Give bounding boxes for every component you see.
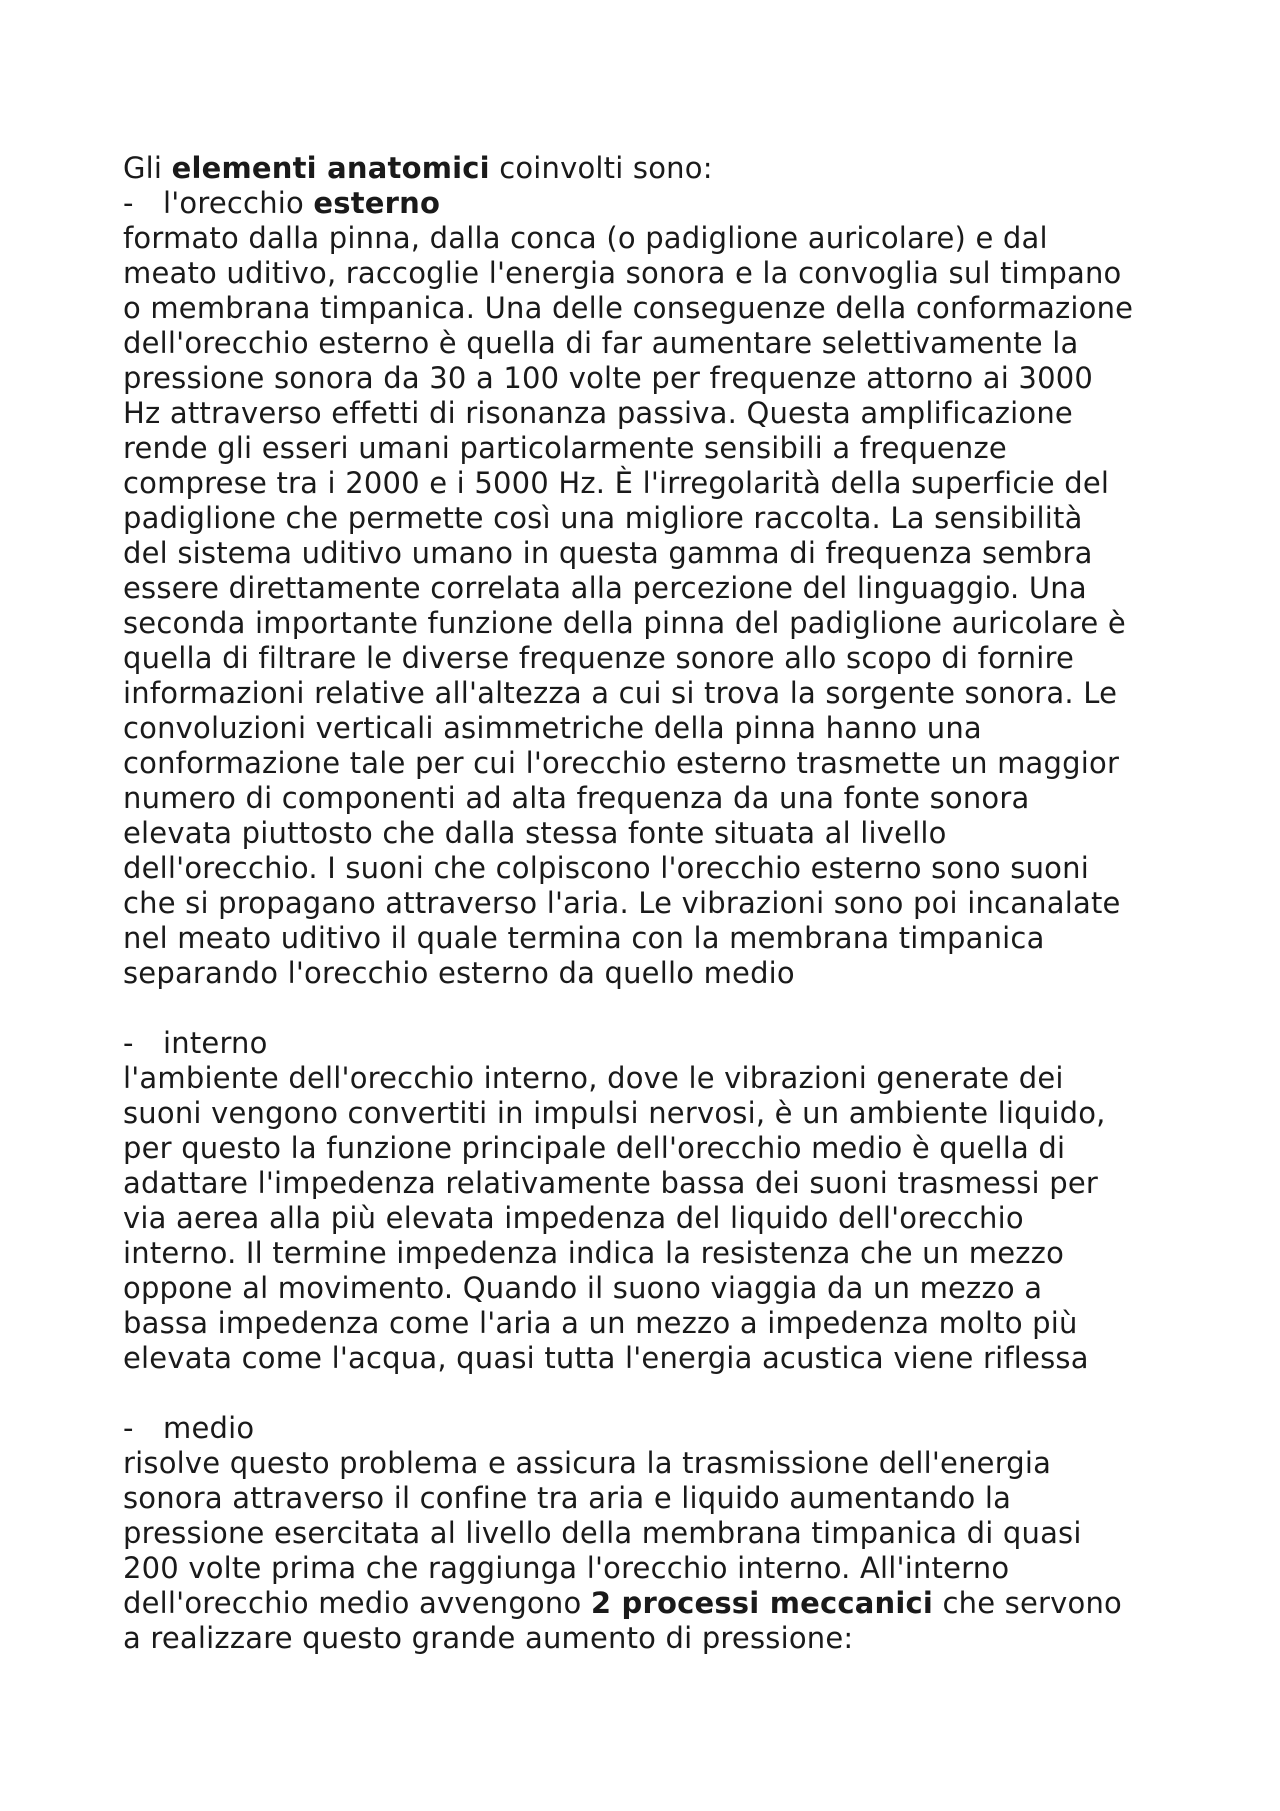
intro-bold: elementi anatomici	[171, 151, 490, 185]
text-line-bold-phrase	[123, 1586, 1183, 1621]
bold-line-bold: 2 processi meccanici	[590, 1586, 934, 1620]
section-heading-interno	[123, 1026, 1183, 1061]
text-line: suoni vengono convertiti in impulsi nervosi, è un ambiente liquido,	[123, 1096, 1106, 1130]
text-line: pressione esercitata al livello della membrana timpanica di quasi	[123, 1516, 1082, 1550]
text-line: o membrana timpanica. Una delle conseguenze della conformazione	[123, 291, 1134, 325]
text-line: nel meato uditivo il quale termina con la membrana timpanica	[123, 921, 1045, 955]
text-line: convoluzioni verticali asimmetriche della pinna hanno una	[123, 711, 982, 745]
text-line-last: a realizzare questo grande aumento di pressione:	[123, 1621, 854, 1655]
text-line: informazioni relative all'altezza a cui si trova la sorgente sonora. Le	[123, 676, 1118, 710]
text-line: numero di componenti ad alta frequenza da una fonte sonora	[123, 781, 1030, 815]
section-body-esterno	[123, 221, 1183, 991]
text-line: bassa impedenza come l'aria a un mezzo a impedenza molto più	[123, 1306, 1078, 1340]
text-line: quella di filtrare le diverse frequenze sonore allo scopo di fornire	[123, 641, 1075, 675]
heading-bold: esterno	[313, 186, 441, 220]
text-line: seconda importante funzione della pinna del padiglione auricolare è	[123, 606, 1126, 640]
text-line: pressione sonora da 30 a 100 volte per frequenze attorno ai 3000	[123, 361, 1094, 395]
text-line: 200 volte prima che raggiunga l'orecchio interno. All'interno	[123, 1551, 1010, 1585]
text-line: oppone al movimento. Quando il suono viaggia da un mezzo a	[123, 1271, 1043, 1305]
text-line: padiglione che permette così una migliore raccolta. La sensibilità	[123, 501, 1083, 535]
intro-line	[123, 151, 1183, 186]
text-line: separando l'orecchio esterno da quello medio	[123, 956, 795, 990]
bullet-dash: -	[123, 1026, 134, 1060]
heading-label: medio	[163, 1411, 255, 1445]
section-body-interno	[123, 1061, 1183, 1376]
text-line: dell'orecchio esterno è quella di far aumentare selettivamente la	[123, 326, 1079, 360]
bold-line-suffix: che servono	[933, 1586, 1122, 1620]
bold-line-prefix: dell'orecchio medio avvengono	[123, 1586, 591, 1620]
text-line: interno. Il termine impedenza indica la resistenza che un mezzo	[123, 1236, 1065, 1270]
section-body-medio	[123, 1446, 1183, 1586]
text-line: Hz attraverso effetti di risonanza passiva. Questa amplificazione	[123, 396, 1073, 430]
text-line: conformazione tale per cui l'orecchio esterno trasmette un maggior	[123, 746, 1120, 780]
text-line: comprese tra i 2000 e i 5000 Hz. È l'irregolarità della superficie del	[123, 466, 1110, 500]
text-line: risolve questo problema e assicura la trasmissione dell'energia	[123, 1446, 1052, 1480]
text-line: elevata piuttosto che dalla stessa fonte situata al livello	[123, 816, 947, 850]
section-heading-esterno	[123, 186, 1183, 221]
text-line: essere direttamente correlata alla percezione del linguaggio. Una	[123, 571, 1087, 605]
paragraph-spacer	[123, 991, 1183, 1026]
text-line: formato dalla pinna, dalla conca (o padiglione auricolare) e dal	[123, 221, 1048, 255]
bullet-dash: -	[123, 1411, 134, 1445]
text-line: del sistema uditivo umano in questa gamma di frequenza sembra	[123, 536, 1093, 570]
text-line: elevata come l'acqua, quasi tutta l'energia acustica viene riflessa	[123, 1341, 1089, 1375]
text-line: via aerea alla più elevata impedenza del liquido dell'orecchio	[123, 1201, 1024, 1235]
heading-prefix: l'orecchio	[163, 186, 314, 220]
text-line: rende gli esseri umani particolarmente sensibili a frequenze	[123, 431, 1007, 465]
bullet-dash: -	[123, 186, 134, 220]
paragraph-spacer	[123, 1376, 1183, 1411]
intro-suffix: coinvolti sono:	[489, 151, 713, 185]
document-body	[123, 151, 1183, 1656]
text-line: che si propagano attraverso l'aria. Le vibrazioni sono poi incanalate	[123, 886, 1121, 920]
text-line: sonora attraverso il confine tra aria e liquido aumentando la	[123, 1481, 1012, 1515]
text-line: meato uditivo, raccoglie l'energia sonora e la convoglia sul timpano	[123, 256, 1122, 290]
text-line: dell'orecchio. I suoni che colpiscono l'orecchio esterno sono suoni	[123, 851, 1089, 885]
section-heading-medio	[123, 1411, 1183, 1446]
text-line: l'ambiente dell'orecchio interno, dove le vibrazioni generate dei	[123, 1061, 1064, 1095]
intro-prefix: Gli	[123, 151, 172, 185]
text-line: adattare l'impedenza relativamente bassa dei suoni trasmessi per	[123, 1166, 1098, 1200]
text-line: per questo la funzione principale dell'orecchio medio è quella di	[123, 1131, 1066, 1165]
heading-label: interno	[163, 1026, 268, 1060]
